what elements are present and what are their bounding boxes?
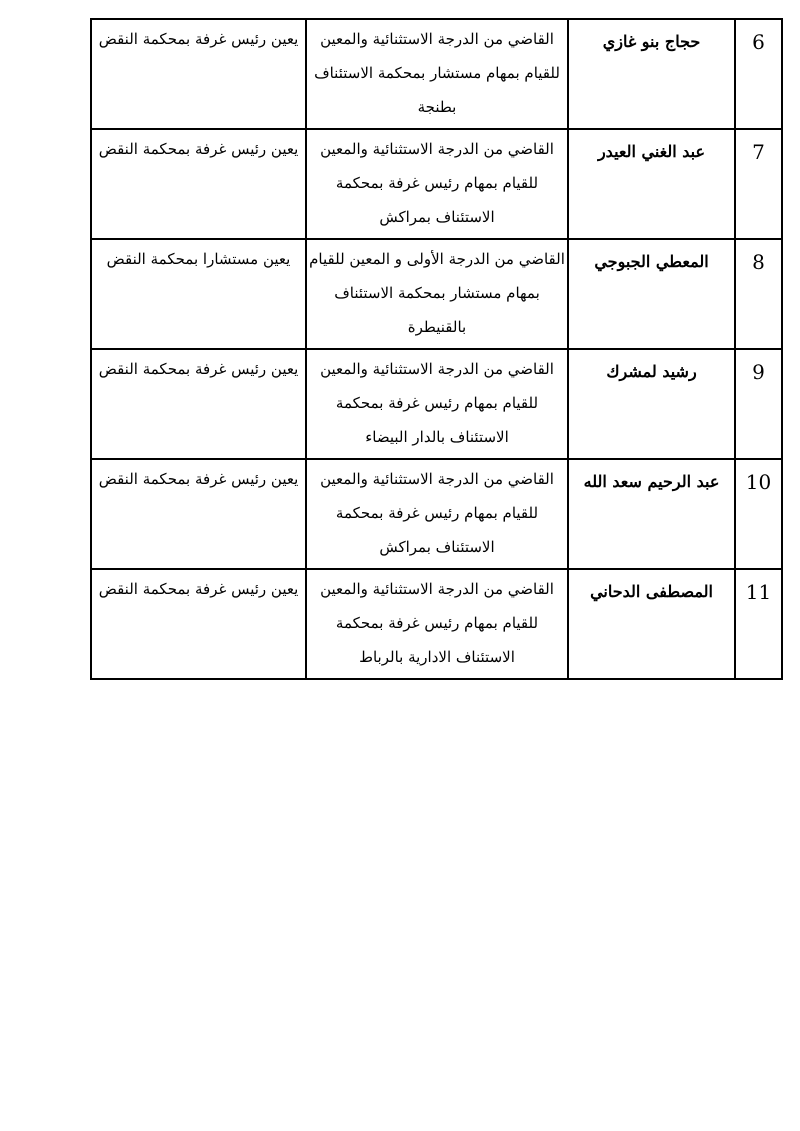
new-appointment-cell [91,129,306,239]
judge-name: حجاج بنو غازي [602,32,701,51]
table-row [91,239,782,349]
judge-name: عبد الرحيم سعد الله [583,472,720,491]
new-appointment: يعين رئيس غرفة بمحكمة النقض [98,30,299,48]
new-appointment-cell [91,239,306,349]
new-appointment: يعين رئيس غرفة بمحكمة النقض [98,470,299,488]
row-number: 9 [752,360,765,384]
current-position: القاضي من الدرجة الاستثنائية والمعين للقيام بمهام رئيس غرفة بمحكمة الاستئناف بالدار البيضاء [320,360,554,446]
judge-name-cell [568,459,735,569]
judge-name-cell [568,129,735,239]
current-position-cell [306,459,568,569]
new-appointment-cell [91,459,306,569]
new-appointment-cell [91,349,306,459]
current-position-cell [306,129,568,239]
judge-name-cell [568,19,735,129]
row-number-cell [735,19,782,129]
judge-name: رشيد لمشرك [606,362,697,381]
judge-name: المصطفى الدحاني [590,582,713,601]
table-row [91,459,782,569]
row-number-cell [735,569,782,679]
row-number: 10 [745,470,772,494]
judge-name: عبد الغني العيدر [597,142,706,161]
current-position-cell [306,349,568,459]
row-number-cell [735,459,782,569]
row-number-cell [735,129,782,239]
current-position: القاضي من الدرجة الاستثنائية والمعين للقيام بمهام رئيس غرفة بمحكمة الاستئناف الادارية بالرباط [320,580,554,666]
current-position-cell [306,19,568,129]
current-position-cell [306,569,568,679]
appointments-table-body [91,19,782,679]
row-number: 7 [752,140,765,164]
row-number: 11 [745,580,772,604]
judge-name-cell [568,349,735,459]
row-number-cell [735,239,782,349]
row-number: 6 [752,30,765,54]
current-position: القاضي من الدرجة الاستثنائية والمعين للقيام بمهام رئيس غرفة بمحكمة الاستئناف بمراكش [320,470,554,556]
new-appointment-cell [91,19,306,129]
row-number: 8 [752,250,765,274]
current-position: القاضي من الدرجة الاستثنائية والمعين للقيام بمهام مستشار بمحكمة الاستئناف بطنجة [314,30,560,116]
table-row [91,349,782,459]
new-appointment: يعين رئيس غرفة بمحكمة النقض [98,140,299,158]
new-appointment: يعين مستشارا بمحكمة النقض [106,250,291,268]
current-position: القاضي من الدرجة الاستثنائية والمعين للقيام بمهام رئيس غرفة بمحكمة الاستئناف بمراكش [320,140,554,226]
new-appointment: يعين رئيس غرفة بمحكمة النقض [98,580,299,598]
table-row [91,129,782,239]
row-number-cell [735,349,782,459]
current-position: القاضي من الدرجة الأولى و المعين للقيام بمهام مستشار بمحكمة الاستئناف بالقنيطرة [309,250,565,336]
appointments-table [90,18,783,680]
new-appointment-cell [91,569,306,679]
judge-name-cell [568,569,735,679]
current-position-cell [306,239,568,349]
judge-name-cell [568,239,735,349]
table-row [91,19,782,129]
table-row [91,569,782,679]
new-appointment: يعين رئيس غرفة بمحكمة النقض [98,360,299,378]
judge-name: المعطي الجبوجي [594,252,709,271]
